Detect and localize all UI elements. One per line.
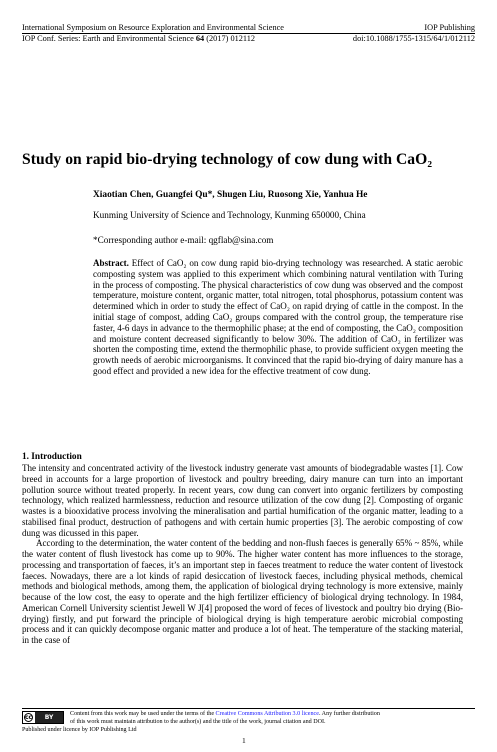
doi[interactable]: doi:10.1088/1755-1315/64/1/012112 — [352, 34, 475, 43]
by-mark: BY — [35, 712, 63, 723]
affiliation: Kunming University of Science and Technology, Kunming 650000, China — [93, 210, 366, 220]
license-link[interactable]: Creative Commons Attribution 3.0 licence — [215, 711, 319, 717]
paper-title: Study on rapid bio-drying technology of cow dung with CaO₂ — [22, 151, 433, 168]
license-text-end: . Any further distribution — [318, 711, 380, 717]
publisher-name: IOP Publishing — [424, 23, 475, 32]
series-prefix: IOP Conf. Series: Earth and Environmental Science — [22, 34, 196, 43]
section-body — [22, 463, 463, 646]
license-line-1 — [70, 710, 380, 718]
section-heading: 1. Introduction — [22, 452, 82, 462]
cc-mark: cc — [24, 714, 33, 721]
page-number: 1 — [242, 736, 246, 745]
abstract-text: Effect of CaO₂ on cow dung rapid bio-drying technology was researched. A static aerobic composting system was applied to this experiment which combining natural ventilation with Turing in the process of composting. The physical characteristics of cow dung was observed and the compost temperature, moisture content, organic matter, total nitrogen, total phosphorus, potassium content was determined which in order to study the effect of CaO₂ on rapid drying of cattle in the compost. In the initial stage of compost, adding CaO₂ groups compared with the control group, the temperature rise faster, 4-6 days in advance to the thermophilic phase; at the end of composting, the CaO₂ composition and moisture content decreased significantly to below 30%. The addition of CaO₂ in fertilizer was shorten the composting time, extend the thermophilic phase, to provide sufficient oxygen meeting the growth needs of aerobic microorganisms. It convinced that the rapid bio-drying of dairy manure has a good effect and provided a new idea for the effective treatment of cow dung. — [93, 258, 463, 376]
paragraph: The intensity and concentrated activity of the livestock industry generate vast amounts of biodegradable wastes [1]. Cow breed in accounts for a large proportion of livestock and poultry breeding, dairy manure can turn into an important pollution source without treated properly. In recent years, cow dung can convert into organic fertilizers by composting technology, which realized harmlessness, reduction and resource utilization of the cow dung [2]. Composting of organic wastes is a biooxidative process involving the mineralisation and partial humification of the organic matter, leading to a stabilised final product, destruction of pathogens and with certain humic properties [3]. The aerobic composting of cow dung was dicussed in this paper. — [22, 463, 463, 538]
conference-name: International Symposium on Resource Exploration and Environmental Science — [22, 23, 284, 32]
paragraph: According to the determination, the water content of the bedding and non-flush faeces is generally 65% ~ 85%, while the water content of flush livestock has come up to 90%. The higher water content has more influences to the storage, processing and transportation of faeces, it’s an important step in faeces treatment to reduce the water content of livestock faeces. Nowadays, there are a lot kinds of rapid desiccation of livestock faeces, including physical methods, chemical methods and biological methods, among them, the application of biological drying technology is more extensive, mainly because of the low cost, the easy to operate and the high fertilizer efficiency of biological drying technology. In 1984, American Cornell University scientist Jewell W J[4] proposed the word of feces of livestock and poultry bio drying (Bio-drying) firstly, and put forward the principle of biological drying is high temperature aerobic microbial composting process and it can quickly decompose organic matter and produce a lot of heat. The temperature of the stacking material, in the case of — [22, 538, 463, 645]
running-header-series — [22, 34, 475, 44]
running-header-top — [22, 23, 475, 33]
license-line-2: of this work must maintain attribution to the author(s) and the title of the work, journal citation and DOI. — [70, 719, 326, 725]
abstract — [93, 258, 463, 377]
footer-rule — [22, 708, 475, 709]
author-list: Xiaotian Chen, Guangfei Qu*, Shugen Liu, Ruosong Xie, Yanhua He — [93, 190, 368, 200]
abstract-label: Abstract. — [93, 258, 129, 268]
corresponding-author: *Corresponding author e-mail: qgflab@sina.com — [93, 235, 274, 245]
series-volume: 64 — [195, 34, 205, 43]
publisher-licence: Published under licence by IOP Publishing Ltd — [22, 727, 137, 733]
license-text: Content from this work may be used under the terms of the — [70, 711, 216, 717]
cc-by-icon[interactable] — [22, 711, 64, 724]
series-suffix: (2017) 012112 — [204, 34, 256, 43]
